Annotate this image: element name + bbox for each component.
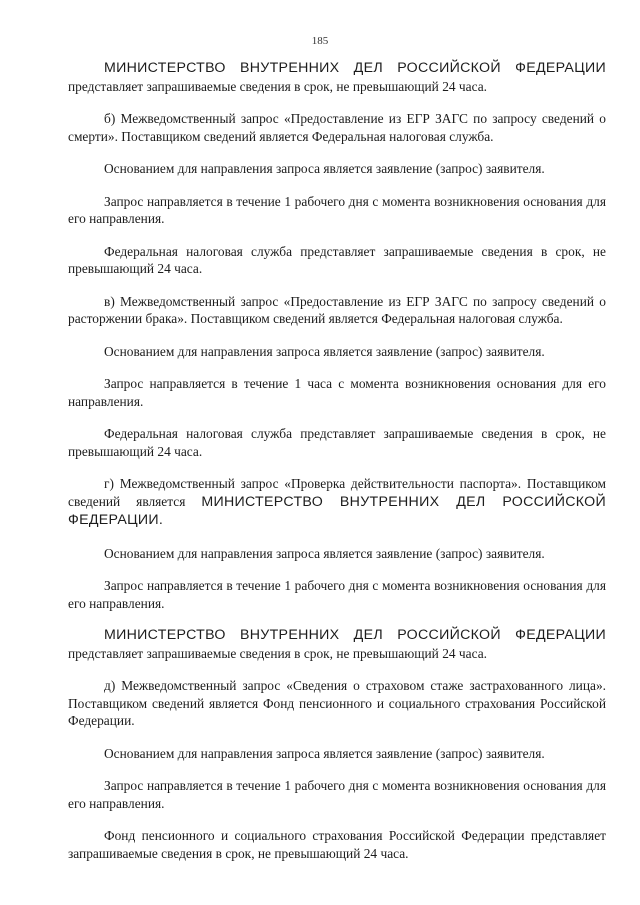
- paragraph-1: [68, 60, 606, 95]
- paragraph-8: Запрос направляется в течение 1 часа с момента возникновения основания для его направления.: [68, 376, 606, 409]
- paragraph-5: Федеральная налоговая служба представляет запрашиваемые сведения в срок, не превышающий 24 часа.: [68, 243, 606, 276]
- paragraph-9: Федеральная налоговая служба представляет запрашиваемые сведения в срок, не превышающий 24 часа.: [68, 426, 606, 459]
- paragraph-6: в) Межведомственный запрос «Предоставление из ЕГР ЗАГС по запросу сведений о расторжении брака». Поставщиком сведений является Федеральная налоговая служба.: [68, 293, 606, 326]
- page-number: 185: [311, 35, 329, 47]
- paragraph-12: Запрос направляется в течение 1 рабочего дня с момента возникновения основания для его направления.: [68, 578, 606, 611]
- document-body: [68, 60, 606, 877]
- paragraph-16: Запрос направляется в течение 1 рабочего дня с момента возникновения основания для его направления.: [68, 778, 606, 811]
- ministry-name: МИНИСТЕРСТВО ВНУТРЕННИХ ДЕЛ РОССИЙСКОЙ ФЕДЕРАЦИИ: [104, 60, 606, 76]
- ministry-name: МИНИСТЕРСТВО ВНУТРЕННИХ ДЕЛ РОССИЙСКОЙ ФЕДЕРАЦИИ.: [68, 493, 606, 528]
- paragraph-10: [68, 475, 606, 530]
- paragraph-13-text: представляет запрашиваемые сведения в срок, не превышающий 24 часа.: [68, 645, 488, 661]
- paragraph-1-text: представляет запрашиваемые сведения в срок, не превышающий 24 часа.: [68, 78, 488, 94]
- paragraph-15: Основанием для направления запроса является заявление (запрос) заявителя.: [104, 745, 545, 761]
- paragraph-14: д) Межведомственный запрос «Сведения о страховом стаже застрахованного лица». Поставщиком сведений является Фонд пенсионного и социального страхования Российской Федерации.: [68, 678, 606, 728]
- paragraph-7: Основанием для направления запроса является заявление (запрос) заявителя.: [104, 343, 545, 359]
- paragraph-13: [68, 627, 606, 662]
- paragraph-11: Основанием для направления запроса является заявление (запрос) заявителя.: [104, 545, 545, 561]
- ministry-name: МИНИСТЕРСТВО ВНУТРЕННИХ ДЕЛ РОССИЙСКОЙ ФЕДЕРАЦИИ: [104, 627, 606, 643]
- paragraph-17: Фонд пенсионного и социального страхования Российской Федерации представляет запрашиваемые сведения в срок, не превышающий 24 часа.: [68, 828, 606, 861]
- paragraph-2: б) Межведомственный запрос «Предоставление из ЕГР ЗАГС по запросу сведений о смерти». Поставщиком сведений является Федеральная налоговая служба.: [68, 111, 606, 144]
- paragraph-4: Запрос направляется в течение 1 рабочего дня с момента возникновения основания для его направления.: [68, 193, 606, 226]
- paragraph-10-text: г) Межведомственный запрос «Проверка действительности паспорта». Поставщиком сведений является: [68, 476, 606, 509]
- paragraph-3: Основанием для направления запроса является заявление (запрос) заявителя.: [104, 161, 545, 176]
